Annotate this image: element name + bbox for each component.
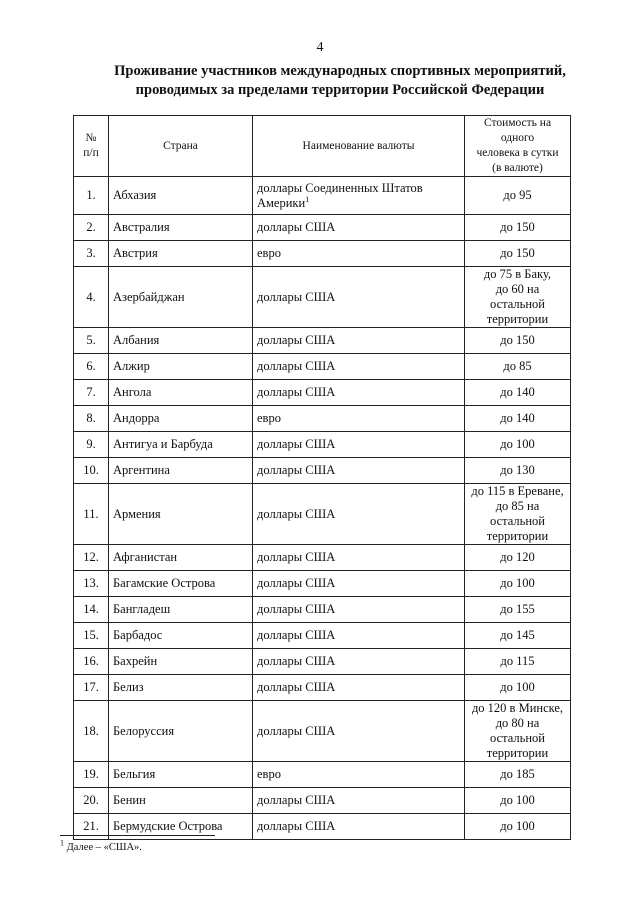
row-cost: до 130 (465, 458, 571, 484)
row-currency: доллары Соединенных Штатов Америки$^1$ (253, 177, 465, 215)
row-number: 15. (74, 623, 109, 649)
footnote-text: Далее – «США». (66, 842, 142, 853)
row-number: 10. (74, 458, 109, 484)
table-row (74, 432, 571, 458)
table-header-row (74, 116, 571, 177)
row-currency: доллары США (253, 432, 465, 458)
row-number: 12. (74, 545, 109, 571)
row-number: 18. (74, 701, 109, 762)
header-num: № п/п (74, 116, 109, 177)
row-country: Багамские Острова (109, 571, 253, 597)
row-number: 14. (74, 597, 109, 623)
row-cost: до 100 (465, 675, 571, 701)
row-country: Албания (109, 328, 253, 354)
table-row (74, 762, 571, 788)
table-row (74, 545, 571, 571)
footnote-marker: 1 (60, 838, 64, 848)
table-row (74, 788, 571, 814)
document-title (60, 62, 620, 100)
row-number: 16. (74, 649, 109, 675)
row-number: 3. (74, 241, 109, 267)
row-currency: доллары США (253, 545, 465, 571)
row-currency: доллары США (253, 623, 465, 649)
row-currency: евро (253, 241, 465, 267)
row-cost: до 115 в Ереване, до 85 на остальной территории (465, 484, 571, 545)
row-country: Алжир (109, 354, 253, 380)
row-number: 9. (74, 432, 109, 458)
row-number: 7. (74, 380, 109, 406)
table-row (74, 215, 571, 241)
row-currency: евро (253, 762, 465, 788)
row-number: 2. (74, 215, 109, 241)
row-currency: доллары США (253, 649, 465, 675)
row-currency: доллары США (253, 701, 465, 762)
row-country: Бермудские Острова (109, 814, 253, 840)
row-country: Абхазия (109, 177, 253, 215)
row-number: 6. (74, 354, 109, 380)
row-cost: до 150 (465, 328, 571, 354)
row-cost: до 75 в Баку, до 60 на остальной территории (465, 267, 571, 328)
row-cost: до 140 (465, 380, 571, 406)
row-number: 20. (74, 788, 109, 814)
row-country: Белиз (109, 675, 253, 701)
row-cost: до 155 (465, 597, 571, 623)
row-country: Барбадос (109, 623, 253, 649)
table-row (74, 328, 571, 354)
row-cost: до 100 (465, 814, 571, 840)
footnote (60, 838, 142, 853)
row-cost: до 150 (465, 241, 571, 267)
row-number: 13. (74, 571, 109, 597)
row-cost: до 100 (465, 571, 571, 597)
row-currency: доллары США (253, 484, 465, 545)
row-cost: до 185 (465, 762, 571, 788)
row-currency: доллары США (253, 267, 465, 328)
row-currency: доллары США (253, 597, 465, 623)
table-row (74, 701, 571, 762)
row-country: Антигуа и Барбуда (109, 432, 253, 458)
row-country: Афганистан (109, 545, 253, 571)
table-row (74, 484, 571, 545)
row-country: Бангладеш (109, 597, 253, 623)
table-row (74, 623, 571, 649)
row-cost: до 140 (465, 406, 571, 432)
row-currency: доллары США (253, 215, 465, 241)
header-cost: Стоимость на одного человека в сутки (в валюте) (465, 116, 571, 177)
row-country: Австралия (109, 215, 253, 241)
table-row (74, 241, 571, 267)
footnote-divider (60, 835, 215, 836)
table-row (74, 675, 571, 701)
row-currency: евро (253, 406, 465, 432)
table-row (74, 597, 571, 623)
row-cost: до 100 (465, 432, 571, 458)
row-country: Азербайджан (109, 267, 253, 328)
table-row (74, 267, 571, 328)
row-cost: до 100 (465, 788, 571, 814)
row-number: 1. (74, 177, 109, 215)
row-number: 4. (74, 267, 109, 328)
row-country: Австрия (109, 241, 253, 267)
row-country: Бенин (109, 788, 253, 814)
table-row (74, 649, 571, 675)
table-row (74, 177, 571, 215)
row-country: Бельгия (109, 762, 253, 788)
row-number: 19. (74, 762, 109, 788)
table-row (74, 380, 571, 406)
page-number: 4 (316, 40, 324, 55)
row-country: Белоруссия (109, 701, 253, 762)
row-cost: до 145 (465, 623, 571, 649)
header-country: Страна (109, 116, 253, 177)
table-row (74, 406, 571, 432)
row-currency: доллары США (253, 354, 465, 380)
row-currency: доллары США (253, 675, 465, 701)
footnote-reference: 1 (305, 194, 310, 204)
row-cost: до 120 (465, 545, 571, 571)
row-cost: до 115 (465, 649, 571, 675)
row-number: 21. (74, 814, 109, 840)
row-country: Андорра (109, 406, 253, 432)
row-currency: доллары США (253, 788, 465, 814)
table-row (74, 354, 571, 380)
row-currency: доллары США (253, 458, 465, 484)
table-row (74, 571, 571, 597)
row-currency: доллары США (253, 328, 465, 354)
row-country: Аргентина (109, 458, 253, 484)
row-currency: доллары США (253, 571, 465, 597)
row-number: 11. (74, 484, 109, 545)
row-cost: до 95 (465, 177, 571, 215)
row-number: 5. (74, 328, 109, 354)
row-country: Ангола (109, 380, 253, 406)
row-country: Армения (109, 484, 253, 545)
table-row (74, 458, 571, 484)
row-country: Бахрейн (109, 649, 253, 675)
row-currency: доллары США (253, 380, 465, 406)
table-body (74, 177, 571, 840)
header-currency: Наименование валюты (253, 116, 465, 177)
row-number: 8. (74, 406, 109, 432)
title-text: Проживание участников международных спортивных мероприятий, проводимых за пределами территории Российской Федерации (114, 63, 566, 98)
row-cost: до 120 в Минске, до 80 на остальной территории (465, 701, 571, 762)
row-currency: доллары США (253, 814, 465, 840)
row-number: 17. (74, 675, 109, 701)
row-cost: до 150 (465, 215, 571, 241)
accommodation-rates-table (73, 115, 571, 840)
row-cost: до 85 (465, 354, 571, 380)
